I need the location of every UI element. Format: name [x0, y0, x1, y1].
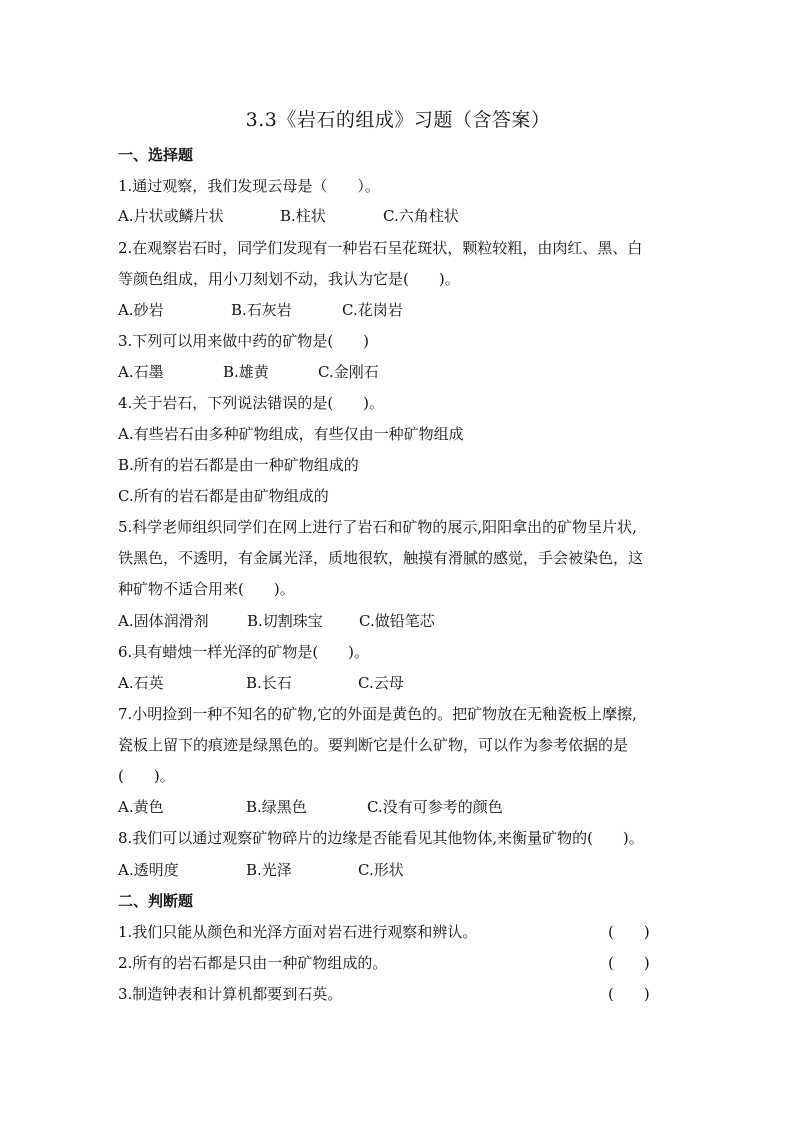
page-title: 3.3《岩石的组成》习题（含答案） — [245, 109, 551, 131]
question-2-stem-line2: 等颜色组成，用小刀刻划不动，我认为它是( )。 — [118, 270, 460, 288]
option-c: C.花岗岩 — [342, 301, 403, 319]
question-7-stem-line3: ( )。 — [118, 767, 175, 785]
option-a: A.黄色 — [118, 798, 164, 816]
section-heading-choice: 一、选择题 — [118, 146, 194, 164]
option-b: B.石灰岩 — [231, 301, 292, 319]
question-4-stem: 4.关于岩石，下列说法错误的是( )。 — [118, 394, 385, 412]
answer-bracket: ( ) — [608, 923, 650, 941]
option-b: B.光泽 — [246, 861, 292, 879]
option-b: B.雄黄 — [223, 363, 269, 381]
judgment-1-stem: 1.我们只能从颜色和光泽方面对岩石进行观察和辨认。 — [118, 923, 478, 941]
question-6-stem: 6.具有蜡烛一样光泽的矿物是( )。 — [118, 643, 370, 661]
judgment-1 — [118, 922, 678, 942]
question-1-stem: 1.通过观察，我们发现云母是（ ）。 — [118, 177, 380, 195]
question-5-stem-line2: 铁黑色，不透明，有金属光泽，质地很软，触摸有滑腻的感觉，手会被染色，这 — [118, 549, 644, 567]
question-7-stem-line2: 瓷板上留下的痕迹是绿黑色的。要判断它是什么矿物，可以作为参考依据的是 — [118, 736, 629, 754]
question-3-stem: 3.下列可以用来做中药的矿物是( ) — [118, 332, 370, 350]
option-b: B.切割珠宝 — [247, 612, 323, 630]
answer-bracket: ( ) — [608, 985, 650, 1003]
section-heading-true-false: 二、判断题 — [118, 892, 194, 910]
option-c: C.六角柱状 — [383, 207, 459, 225]
answer-bracket: ( ) — [608, 954, 650, 972]
option-c: C.金刚石 — [318, 363, 379, 381]
option-a: A.砂岩 — [118, 301, 164, 319]
judgment-3-stem: 3.制造钟表和计算机都要到石英。 — [118, 985, 343, 1003]
option-a: A.石墨 — [118, 363, 164, 381]
option-b: B.长石 — [246, 674, 292, 692]
option-a: A.石英 — [118, 674, 164, 692]
question-4-option-b: B.所有的岩石都是由一种矿物组成的 — [118, 456, 359, 474]
option-c: C.形状 — [358, 861, 404, 879]
option-a: A.固体润滑剂 — [118, 612, 209, 630]
question-2-stem-line1: 2.在观察岩石时，同学们发现有一种岩石呈花斑状，颗粒较粗，由肉红、黑、白 — [118, 239, 643, 257]
option-a: A.片状或鳞片状 — [118, 207, 224, 225]
option-c: C.没有可参考的颜色 — [367, 798, 503, 816]
option-b: B.柱状 — [280, 207, 326, 225]
question-7-stem-line1: 7.小明捡到一种不知名的矿物,它的外面是黄色的。把矿物放在无釉瓷板上摩擦, — [118, 705, 637, 723]
question-5-stem-line3: 种矿物不适合用来( )。 — [118, 580, 295, 598]
judgment-3 — [118, 984, 678, 1004]
question-4-option-c: C.所有的岩石都是由矿物组成的 — [118, 487, 329, 505]
judgment-2-stem: 2.所有的岩石都是只由一种矿物组成的。 — [118, 954, 388, 972]
option-c: C.做铅笔芯 — [359, 612, 435, 630]
question-8-stem: 8.我们可以通过观察矿物碎片的边缘是否能看见其他物体,来衡量矿物的( )。 — [118, 829, 644, 847]
question-4-option-a: A.有些岩石由多种矿物组成，有些仅由一种矿物组成 — [118, 425, 464, 443]
question-5-stem-line1: 5.科学老师组织同学们在网上进行了岩石和矿物的展示,阳阳拿出的矿物呈片状, — [118, 518, 637, 536]
option-a: A.透明度 — [118, 861, 179, 879]
judgment-2 — [118, 953, 678, 973]
option-c: C.云母 — [358, 674, 404, 692]
option-b: B.绿黑色 — [246, 798, 307, 816]
